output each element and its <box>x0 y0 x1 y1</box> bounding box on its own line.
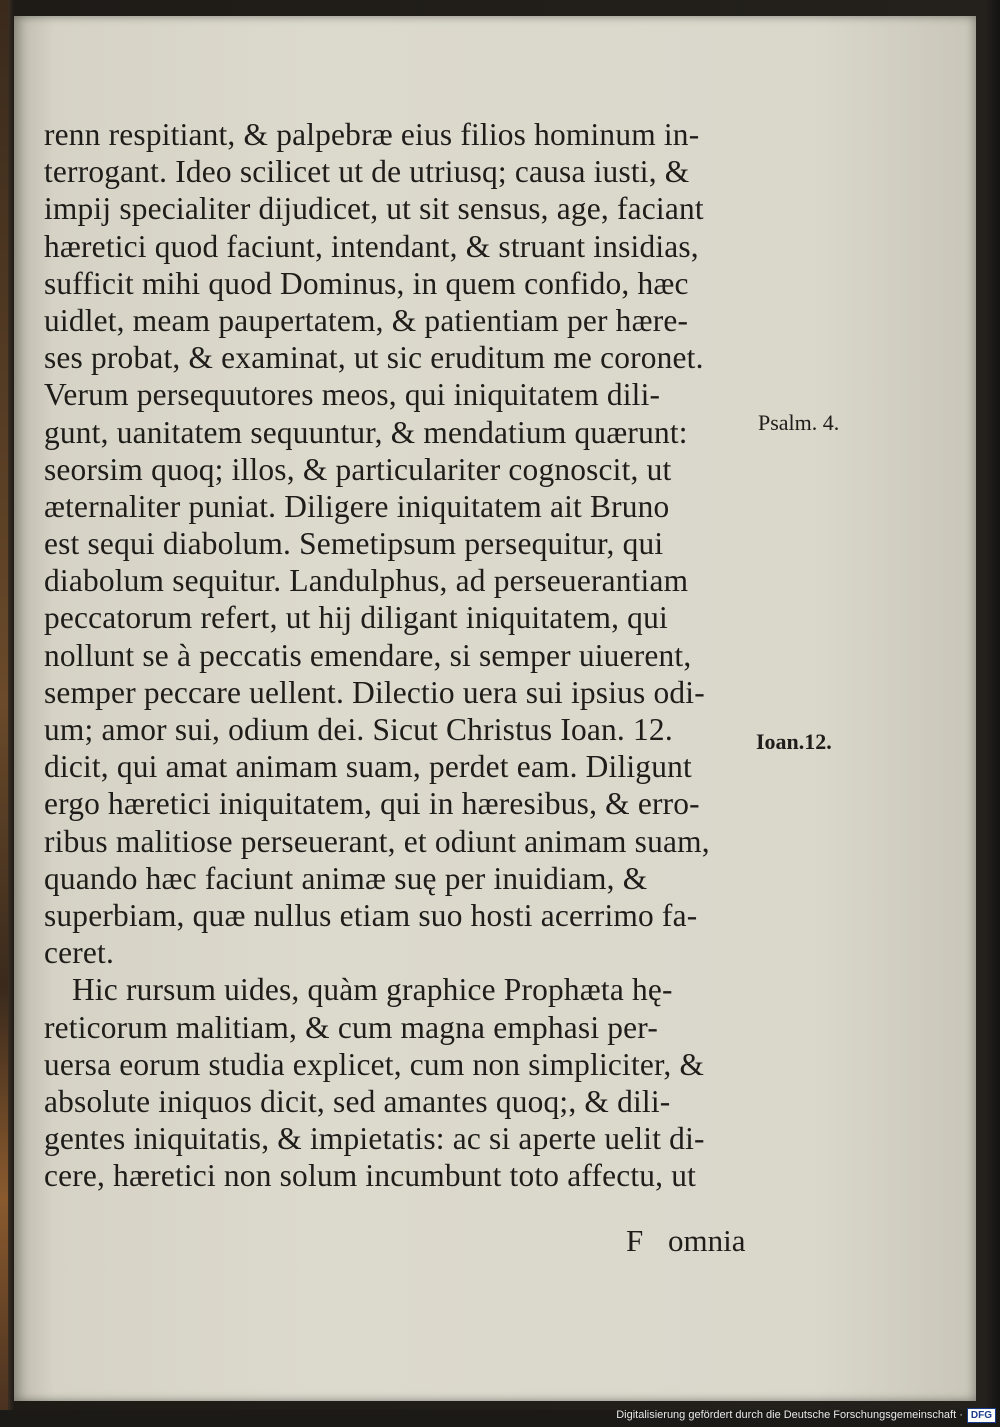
signature-mark: F <box>626 1223 644 1258</box>
text-line: ribus malitiose perseuerant, et odiunt animam suam, <box>44 823 710 859</box>
marginal-note-psalm: Psalm. 4. <box>758 410 840 435</box>
catchword: omnia <box>668 1223 746 1258</box>
book-binding-edge <box>0 0 8 1410</box>
text-line: um; amor sui, odium dei. Sicut Christus Ioan. 12. <box>44 712 673 747</box>
text-line: Hic rursum uides, quàm graphice Prophæta hę- <box>72 972 673 1008</box>
text-line: cere, hæretici non solum incumbunt toto affectu, ut <box>44 1158 697 1194</box>
text-line: terrogant. Ideo scilicet ut de utriusq; causa iusti, & <box>44 154 690 190</box>
text-line: peccatorum refert, ut hij diligant iniquitatem, qui <box>44 600 668 636</box>
dfg-logo-icon: DFG <box>967 1408 996 1423</box>
footer-credit: Digitalisierung gefördert durch die Deutsche Forschungsgemeinschaft · <box>616 1409 963 1421</box>
text-line: semper peccare uellent. Dilectio uera sui ipsius odi- <box>44 674 705 710</box>
text-line: gentes iniquitatis, & impietatis: ac si aperte uelit di- <box>44 1121 705 1157</box>
text-line: diabolum sequitur. Landulphus, ad perseuerantiam <box>44 563 689 599</box>
text-line: nollunt se à peccatis emendare, si semper uiuerent, <box>44 637 692 673</box>
text-line: reticorum malitiam, & cum magna emphasi per- <box>44 1009 658 1045</box>
text-line: Verum persequutores meos, qui iniquitatem dili- <box>44 377 661 413</box>
text-line: impij specialiter dijudicet, ut sit sensus, age, faciant <box>44 191 704 227</box>
text-line: ergo hæretici iniquitatem, qui in hæresibus, & erro- <box>44 786 700 822</box>
digitization-footer <box>616 1405 996 1425</box>
text-line: uidlet, meam paupertatem, & patientiam per hære- <box>44 302 689 338</box>
text-line: ceret. <box>44 935 115 971</box>
text-line: ses probat, & examinat, ut sic eruditum me coronet. <box>44 340 704 376</box>
text-line: quando hæc faciunt animæ suę per inuidiam, & <box>44 860 648 896</box>
text-line: absolute iniquos dicit, sed amantes quoq;, & dili- <box>44 1083 671 1119</box>
text-line: dicit, qui amat animam suam, perdet eam. Diligunt <box>44 749 692 785</box>
body-text <box>44 116 764 1194</box>
book-page <box>14 16 976 1401</box>
text-line: sufficit mihi quod Dominus, in quem confido, hæc <box>44 265 689 301</box>
text-line: gunt, uanitatem sequuntur, & mendatium quærunt: <box>44 414 688 450</box>
text-line: seorsim quoq; illos, & particulariter cognoscit, ut <box>44 451 672 487</box>
text-line: superbiam, quæ nullus etiam suo hosti acerrimo fa- <box>44 897 698 933</box>
text-line: hæretici quod faciunt, intendant, & struant insidias, <box>44 228 699 264</box>
text-line: uersa eorum studia explicet, cum non simpliciter, & <box>44 1046 705 1082</box>
text-line: renn respitiant, & palpebræ eius filios hominum in- <box>44 117 700 152</box>
marginal-note-ioan: Ioan.12. <box>756 729 832 754</box>
text-line: est sequi diabolum. Semetipsum persequitur, qui <box>44 526 664 562</box>
text-line: æternaliter puniat. Diligere iniquitatem ait Bruno <box>44 488 670 524</box>
